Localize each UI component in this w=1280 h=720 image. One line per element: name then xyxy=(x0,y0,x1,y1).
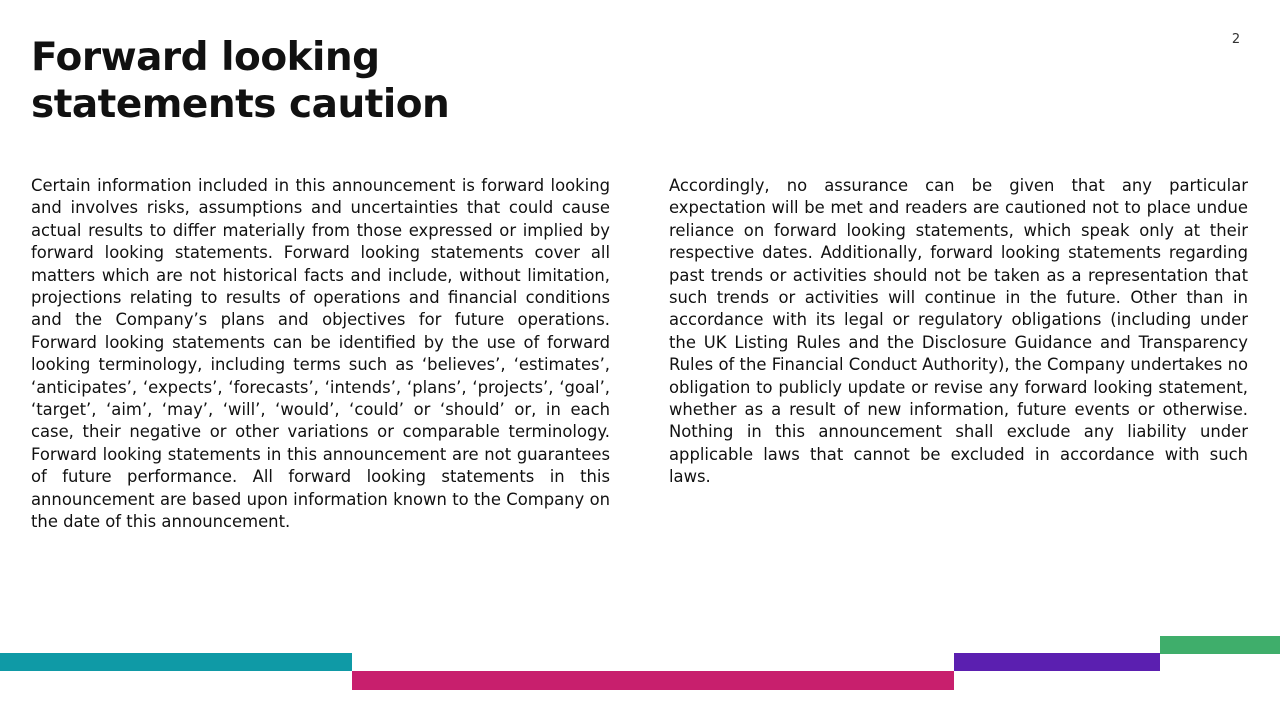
decorative-stripe-magenta xyxy=(352,671,954,690)
body-text-left-column: Certain information included in this announcement is forward looking and involves risks, assumptions and uncertainties that could cause actual results to differ materially from those expressed or implied by forward looking statements. Forward looking statements cover all matters which are not historical facts and include, without limitation, projections relating to results of operations and financial conditions and the Company’s plans and objectives for future operations. Forward looking statements can be identified by the use of forward looking terminology, including terms such as ‘believes’, ‘estimates’, ‘anticipates’, ‘expects’, ‘forecasts’, ‘intends’, ‘plans’, ‘projects’, ‘goal’, ‘target’, ‘aim’, ‘may’, ‘will’, ‘would’, ‘could’ or ‘should’ or, in each case, their negative or other variations or comparable terminology. Forward looking statements in this announcement are not guarantees of future performance. All forward looking statements in this announcement are based upon information known to the Company on the date of this announcement. xyxy=(31,176,610,532)
decorative-stripe-green xyxy=(1160,636,1280,654)
decorative-stripe-teal xyxy=(0,653,352,671)
page-title: Forward looking statements caution xyxy=(31,35,450,127)
decorative-stripe-purple xyxy=(954,653,1160,671)
page-number: 2 xyxy=(1231,32,1241,47)
body-text-right-column: Accordingly, no assurance can be given that any particular expectation will be met and readers are cautioned not to place undue reliance on forward looking statements, which speak only at their respective dates. Additionally, forward looking statements regarding past trends or activities should not be taken as a representation that such trends or activities will continue in the future. Other than in accordance with its legal or regulatory obligations (including under the UK Listing Rules and the Disclosure Guidance and Transparency Rules of the Financial Conduct Authority), the Company undertakes no obligation to publicly update or revise any forward looking statement, whether as a result of new information, future events or otherwise. Nothing in this announcement shall exclude any liability under applicable laws that cannot be excluded in accordance with such laws. xyxy=(669,176,1248,487)
